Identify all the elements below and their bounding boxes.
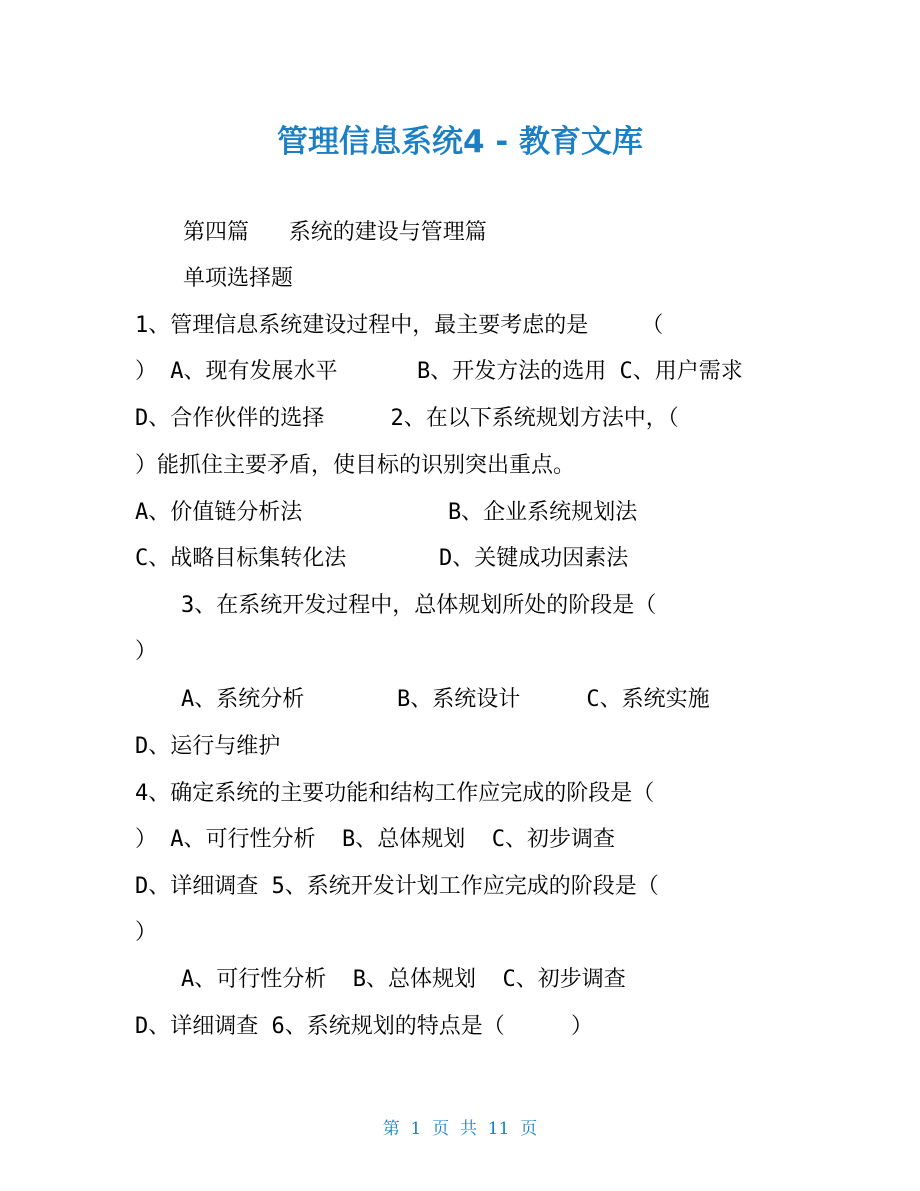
text-line: ） A、可行性分析 B、总体规划 C、初步调查 (135, 827, 615, 852)
text-line: D、详细调查 5、系统开发计划工作应完成的阶段是（ (135, 874, 659, 899)
text-line: 3、在系统开发过程中，总体规划所处的阶段是（ (181, 593, 657, 618)
text-line: ） A、现有发展水平 B、开发方法的选用 C、用户需求 (135, 359, 743, 384)
text-line: ）能抓住主要矛盾，使目标的识别突出重点。 (135, 453, 576, 478)
subsection-heading: 单项选择题 (183, 266, 294, 291)
text-line: ） (135, 639, 158, 664)
document-title: 管理信息系统4 - 教育文库 (276, 124, 644, 160)
page-footer: 第 1 页 共 11 页 (382, 1119, 538, 1139)
text-line: D、详细调查 6、系统规划的特点是（ ） (135, 1014, 593, 1039)
text-line: 1、管理信息系统建设过程中，最主要考虑的是 （ (135, 313, 664, 338)
text-line: A、价值链分析法 B、企业系统规划法 (135, 500, 638, 525)
section-heading: 第四篇 系统的建设与管理篇 (183, 220, 487, 245)
text-line: D、合作伙伴的选择 2、在以下系统规划方法中，（ (135, 406, 679, 431)
text-line: D、运行与维护 (135, 734, 281, 759)
text-line: C、战略目标集转化法 D、关键成功因素法 (135, 546, 629, 571)
text-line: ） (135, 920, 158, 945)
text-line: A、系统分析 B、系统设计 C、系统实施 (181, 687, 710, 712)
text-line: 4、确定系统的主要功能和结构工作应完成的阶段是（ (135, 781, 655, 806)
text-line: A、可行性分析 B、总体规划 C、初步调查 (181, 967, 626, 992)
